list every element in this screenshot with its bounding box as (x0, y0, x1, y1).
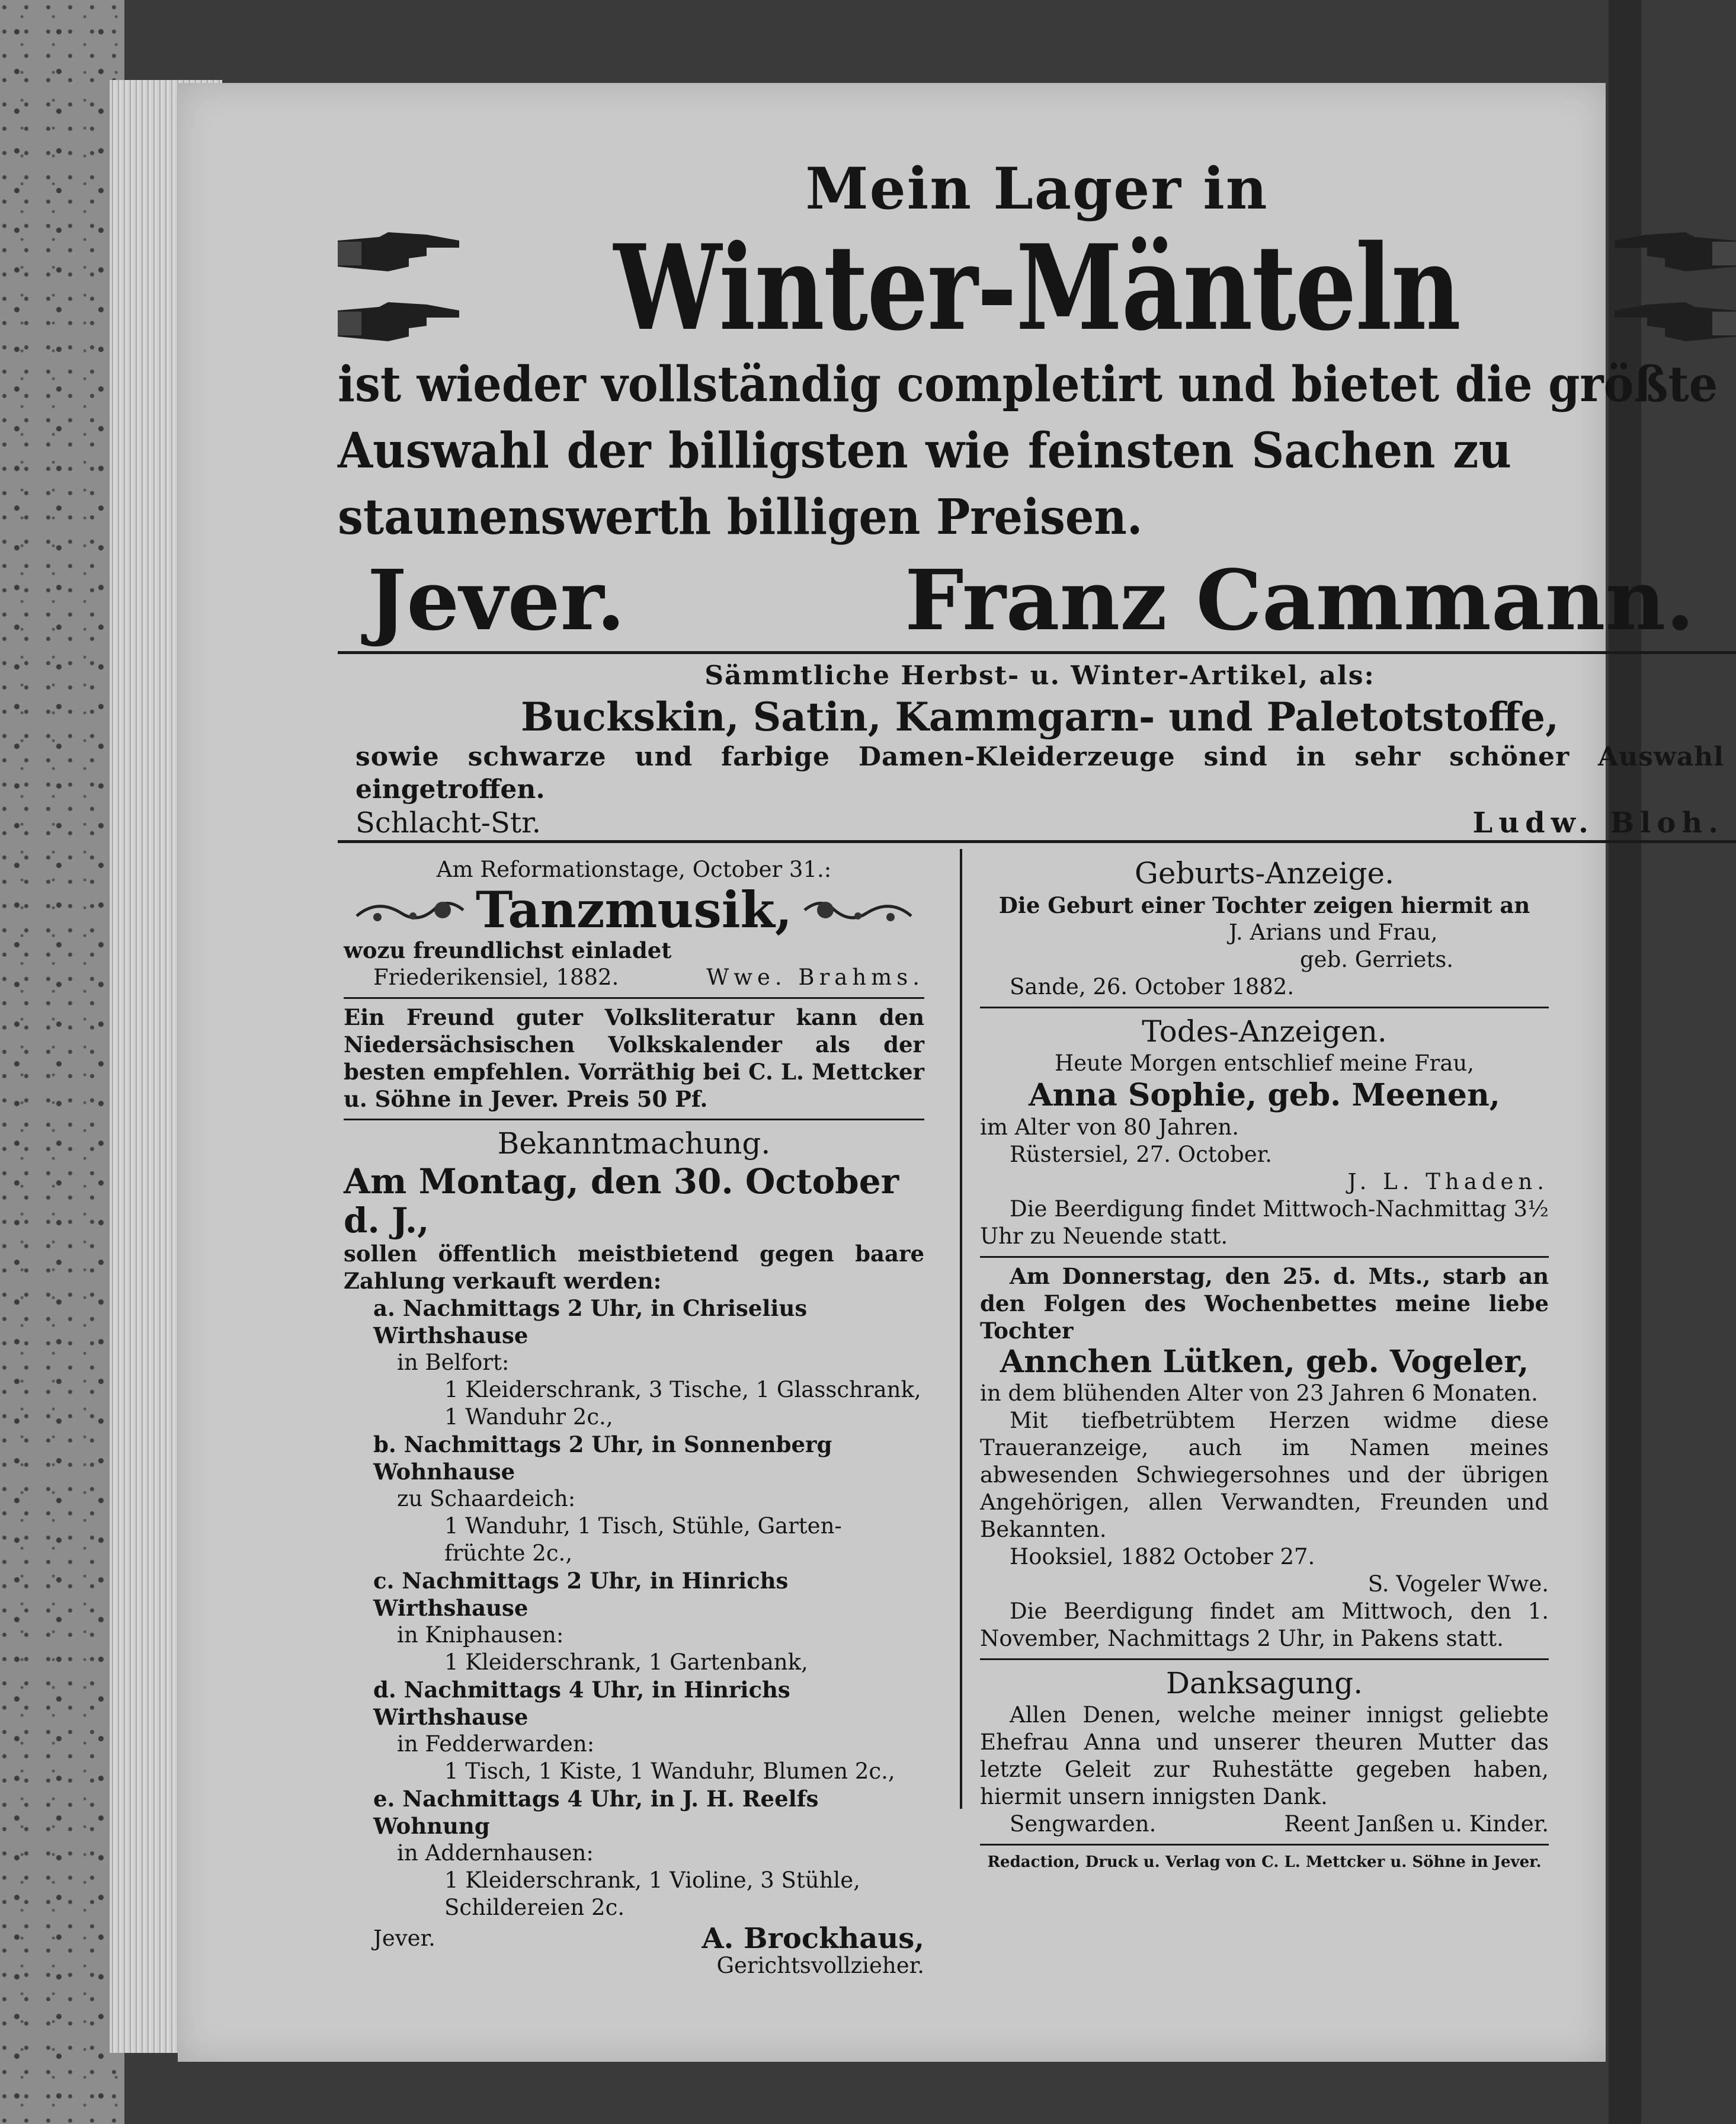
auction-item-goods: 1 Wanduhr, 1 Tisch, Stühle, Garten- (444, 1513, 842, 1539)
pointing-hand-icon (1612, 300, 1736, 346)
auction-intro: sollen öffentlich meistbietend gegen baare Zahlung verkauft werden: (344, 1241, 924, 1294)
thanks-text: Allen Denen, welche meiner innigst geliebte Ehefrau Anna und unserer theuren Mutter das letzte Geleit zur Ruhestätte gegeben haben, hiermit unsern innigsten Dank. (980, 1702, 1549, 1809)
auction-title: Bekanntmachung. (497, 1126, 771, 1161)
deceased-name: Annchen Lütken, geb. Vogeler, (1000, 1344, 1529, 1380)
birth-notice (980, 850, 1549, 1007)
death-notice-luetken (980, 1258, 1549, 1658)
birth-parents: J. Arians und Frau, (1229, 920, 1438, 945)
bloh-text: sowie schwarze und farbige Damen-Kleiderzeuge sind in sehr schöner Auswahl (355, 742, 1724, 772)
auction-item-location: in Belfort: (397, 1350, 510, 1375)
scan-background-left (0, 0, 124, 2124)
floral-ornament-icon (354, 892, 466, 928)
auction-item: a. Nachmittags 2 Uhr, in Chriselius Wirthshause (373, 1295, 808, 1348)
death-place: Hooksiel, 1882 October 27. (1010, 1544, 1315, 1569)
auction-item-goods: 1 Kleiderschrank, 1 Violine, 3 Stühle, (444, 1867, 860, 1893)
death-notice-thaden (980, 1008, 1549, 1256)
auction-item: d. Nachmittags 4 Uhr, in Hinrichs Wirthshause (373, 1677, 790, 1730)
auction-item-goods: 1 Tisch, 1 Kiste, 1 Wanduhr, Blumen 2c., (444, 1758, 895, 1784)
pointing-hands-right (1612, 230, 1736, 346)
dance-signature (344, 964, 924, 991)
auction-date: Am Montag, den 30. October d. J., (344, 1161, 899, 1241)
deceased-age: in dem blühenden Alter von 23 Jahren 6 Monaten. (980, 1380, 1538, 1406)
auction-notice (344, 1120, 924, 1985)
auction-item-location: zu Schaardeich: (397, 1486, 576, 1511)
auction-item-location: in Kniphausen: (397, 1622, 564, 1648)
death-text: Heute Morgen entschlief meine Frau, (1054, 1050, 1474, 1076)
funeral-info: Uhr zu Neuende statt. (980, 1223, 1228, 1249)
auction-item-goods: 1 Kleiderschrank, 3 Tische, 1 Glasschrank, (444, 1377, 921, 1402)
auction-item-goods: 1 Kleiderschrank, 1 Gartenbank, (444, 1649, 808, 1675)
dance-host: Wwe. Brahms. (706, 965, 924, 990)
imprint-footer: Redaction, Druck u. Verlag von C. L. Mettcker u. Söhne in Jever. (987, 1853, 1542, 1871)
floral-ornament-icon (802, 892, 914, 928)
section-divider (338, 840, 1736, 843)
birth-place: Sande, 26. October 1882. (1010, 974, 1295, 999)
left-column (338, 845, 942, 1985)
ad-merchant: Franz Cammann. (905, 552, 1695, 649)
birth-text: Die Geburt einer Tochter zeigen hiermit an (998, 892, 1530, 918)
volkskalender-notice: Ein Freund guter Volksliteratur kann den Niedersächsischen Volkskalender als der besten empfehlen. Vorräthig bei C. L. Mettcker u. Söhne in Jever. Preis 50 Pf. (344, 1004, 924, 1112)
right-column (980, 845, 1555, 1985)
auction-item: e. Nachmittags 4 Uhr, in J. H. Reelfs Wohnung (373, 1786, 819, 1839)
bloh-advertisement (338, 654, 1736, 840)
birth-title: Geburts-Anzeige. (1134, 856, 1394, 890)
bloh-signature (355, 806, 1724, 840)
thanks-title: Danksagung. (1165, 1666, 1363, 1700)
ad-body-line: ist wieder vollständig completirt und bietet die größte (338, 356, 1718, 413)
bloh-text: eingetroffen. (355, 774, 545, 805)
pointing-hand-icon (338, 300, 462, 346)
bloh-street: Schlacht-Str. (355, 806, 542, 840)
column-divider (960, 849, 962, 1809)
thanks-signature (980, 1811, 1549, 1838)
thanks-signer: Reent Janßen u. Kinder. (1284, 1811, 1549, 1837)
thanks-notice (980, 1660, 1549, 1844)
funeral-info: Die Beerdigung findet am Mittwoch, den 1. November, Nachmittags 2 Uhr, in Pakens statt. (980, 1598, 1549, 1651)
auction-official: A. Brockhaus, (702, 1922, 924, 1955)
death-signer: J. L. Thaden. (1347, 1169, 1549, 1194)
ad-headline: Mein Lager in (805, 155, 1269, 222)
ad-body-line: Auswahl der billigsten wie feinsten Sachen zu (338, 422, 1511, 479)
auction-item-location: in Fedderwarden: (397, 1731, 595, 1757)
death-text: Mit tiefbetrübtem Herzen widme diese Traueranzeige, auch im Namen meines abwesenden Schwiegersohnes und der übrigen Angehörigen, allen Verwandten, Freunden und Bekannten. (980, 1408, 1549, 1542)
ad-title: Winter-Mänteln (613, 219, 1460, 357)
auction-signature (344, 1922, 924, 1955)
thanks-place: Sengwarden. (1010, 1811, 1157, 1837)
dance-title-row (344, 880, 924, 939)
dance-occasion: Am Reformationstage, October 31.: (436, 857, 832, 882)
auction-place: Jever. (373, 1926, 435, 1951)
death-notices-title: Todes-Anzeigen. (1142, 1014, 1387, 1049)
bloh-goods: Buckskin, Satin, Kammgarn- und Paletotstoffe, (521, 694, 1559, 740)
pointing-hand-icon (338, 230, 462, 276)
auction-item: c. Nachmittags 2 Uhr, in Hinrichs Wirthshause (373, 1568, 789, 1621)
winter-coat-advertisement (338, 154, 1736, 651)
dance-title: Tanzmusik, (475, 880, 793, 939)
page-content (338, 154, 1736, 1985)
bloh-heading: Sämmtliche Herbst- u. Winter-Artikel, als: (704, 661, 1375, 691)
auction-item-goods: 1 Wanduhr 2c., (444, 1404, 613, 1430)
auction-item-goods: Schildereien 2c. (444, 1895, 625, 1920)
birth-maiden-name: geb. Gerriets. (1300, 947, 1453, 972)
newspaper-page (178, 83, 1724, 2062)
deceased-age: im Alter von 80 Jahren. (980, 1114, 1239, 1140)
pointing-hands-left (338, 230, 462, 346)
death-place: Rüstersiel, 27. October. (1010, 1142, 1272, 1167)
two-column-section (338, 845, 1736, 1985)
bloh-name: Ludw. Bloh. (1472, 806, 1724, 840)
dance-invite: wozu freundlichst einladet (344, 937, 672, 963)
deceased-name: Anna Sophie, geb. Meenen, (1029, 1077, 1500, 1113)
funeral-info: Die Beerdigung findet Mittwoch-Nachmittag 3½ (1010, 1196, 1549, 1222)
auction-item: b. Nachmittags 2 Uhr, in Sonnenberg Wohnhause (373, 1431, 832, 1485)
death-signer: S. Vogeler Wwe. (1367, 1571, 1549, 1597)
ad-place: Jever. (367, 552, 626, 649)
death-text: Am Donnerstag, den 25. d. Mts., starb an den Folgen des Wochenbettes meine liebe Tochter (980, 1263, 1549, 1344)
ad-signature (338, 550, 1736, 651)
dance-place: Friederikensiel, 1882. (373, 965, 619, 990)
ad-title-row (338, 219, 1736, 357)
dance-notice (344, 851, 924, 997)
pointing-hand-icon (1612, 230, 1736, 276)
auction-item-location: in Addernhausen: (397, 1840, 594, 1866)
auction-official-title: Gerichtsvollzieher. (716, 1953, 924, 1978)
ad-body-line: staunenswerth billigen Preisen. (338, 489, 1143, 546)
auction-item-goods: früchte 2c., (444, 1540, 573, 1566)
